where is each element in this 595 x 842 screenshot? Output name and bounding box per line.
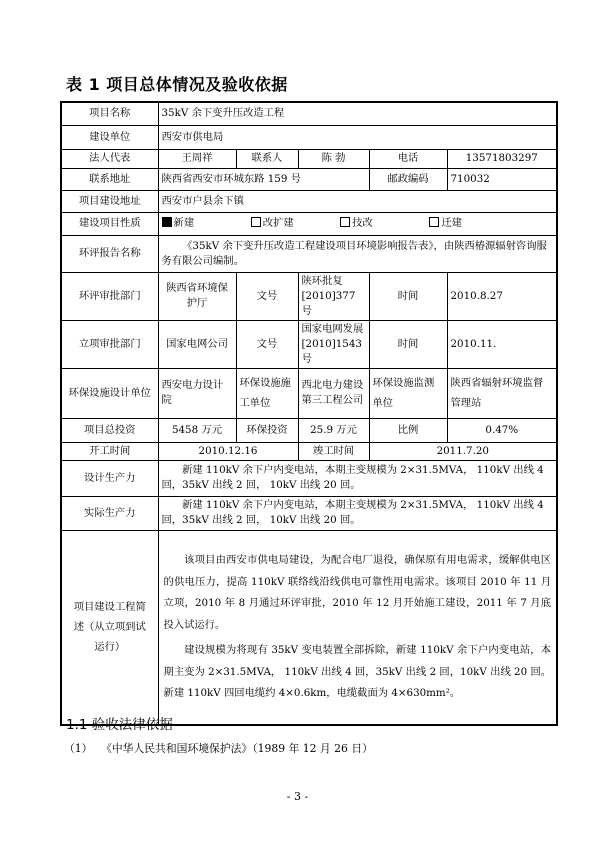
total-invest-label: 项目总投资 — [61, 418, 158, 442]
eia-time-value: 2010.8.27 — [447, 272, 557, 320]
legal-rep-value: 王周祥 — [158, 149, 236, 168]
nature-label: 建设项目性质 — [61, 212, 158, 235]
legal-rep-label: 法人代表 — [61, 149, 158, 168]
postcode-value: 710032 — [447, 168, 557, 190]
eia-report-value: 《35kV 余下变升压改造工程建设项目环境影响报告表》，由陕西椿源辐射咨询服务有限公司编制。 — [158, 235, 557, 272]
checkbox-icon — [429, 217, 439, 227]
phone-label: 电话 — [369, 149, 447, 168]
eia-dept-value: 陕西省环境保护厅 — [158, 272, 236, 320]
env-invest-value: 25.9 万元 — [298, 418, 369, 442]
construction-unit-label: 环保设施施工单位 — [236, 368, 298, 418]
eia-report-label: 环评报告名称 — [61, 235, 158, 272]
site-label: 项目建设地址 — [61, 190, 158, 212]
actual-capacity-value: 新建 110kV 余下户内变电站，本期主变规模为 2×31.5MVA， 110kV 出线 4 回，35kV 出线 2 回， 10kV 出线 20 回。 — [158, 496, 557, 530]
design-unit-value: 西安电力设计院 — [158, 368, 236, 418]
project-name-value: 35kV 余下变升压改造工程 — [158, 102, 557, 125]
approval-time-value: 2010.11. — [447, 320, 557, 368]
checkbox-icon — [251, 217, 261, 227]
address-value: 陕西省西安市环城东路 159 号 — [158, 168, 369, 190]
start-value: 2010.12.16 — [158, 442, 298, 460]
eia-doc-no-value: 陕环批复[2010]377 号 — [298, 272, 369, 320]
address-label: 联系地址 — [61, 168, 158, 190]
approval-doc-no-value: 国家电网发展[2010]1543 号 — [298, 320, 369, 368]
page-title: 表 1 项目总体情况及验收依据 — [66, 75, 288, 94]
builder-label: 建设单位 — [61, 125, 158, 149]
law-list-item — [64, 741, 387, 756]
brief-label: 项目建设工程简述（从立项到试运行） — [61, 530, 158, 725]
contact-label: 联系人 — [236, 149, 298, 168]
approval-time-label: 时间 — [369, 320, 447, 368]
construction-unit-value: 西北电力建设第三工程公司 — [298, 368, 369, 418]
complete-label: 竣工时间 — [298, 442, 369, 460]
approval-dept-value: 国家电网公司 — [158, 320, 236, 368]
brief-value — [158, 530, 557, 725]
eia-time-label: 时间 — [369, 272, 447, 320]
phone-value: 13571803297 — [447, 149, 557, 168]
checked-box-icon — [162, 217, 172, 227]
design-capacity-value: 新建 110kV 余下户内变电站，本期主变规模为 2×31.5MVA， 110kV 出线 4 回，35kV 出线 2 回， 10kV 出线 20 回。 — [158, 460, 557, 496]
design-capacity-label: 设计生产力 — [61, 460, 158, 496]
section-heading: 1.1 验收法律依据 — [66, 717, 173, 733]
monitor-unit-value: 陕西省辐射环境监督管理站 — [447, 368, 557, 418]
env-invest-label: 环保投资 — [236, 418, 298, 442]
nature-option-new: 新建 — [162, 216, 248, 231]
project-overview-table — [60, 101, 558, 726]
complete-value: 2011.7.20 — [369, 442, 557, 460]
eia-dept-label: 环评审批部门 — [61, 272, 158, 320]
approval-dept-label: 立项审批部门 — [61, 320, 158, 368]
design-unit-label: 环保设施设计单位 — [61, 368, 158, 418]
start-label: 开工时间 — [61, 442, 158, 460]
law-item-text: 《中华人民共和国环境保护法》（1989 年 12 月 26 日） — [106, 742, 373, 755]
contact-value: 陈 勃 — [298, 149, 369, 168]
ratio-label: 比例 — [369, 418, 447, 442]
actual-capacity-label: 实际生产力 — [61, 496, 158, 530]
checkbox-icon — [340, 217, 350, 227]
nature-options — [158, 212, 557, 235]
nature-option-upgrade: 技改 — [340, 216, 426, 231]
approval-doc-no-label: 文号 — [236, 320, 298, 368]
law-item-number: （1） — [64, 742, 93, 755]
nature-option-relocate: 迁建 — [429, 216, 515, 231]
brief-paragraph-1: 该项目由西安市供电局建设，为配合电厂退役，确保原有用电需求，缓解供电区的供电压力，提高 110kV 联络线沿线供电可靠性用电需求。该项目 2010 年 11 月立项，2010 年 8 月通过环评审批，2010 年 12 月开始施工建设，2011 年 7 月底投入试运行。 — [163, 554, 552, 631]
project-name-label: 项目名称 — [61, 102, 158, 125]
brief-paragraph-2: 建设规模为将现有 35kV 变电装置全部拆除，新建 110kV 余下户内变电站，本期主变为 2×31.5MVA， 110kV 出线 4 回，35kV 出线 2 回，10kV 出线 20 回。新建 110kV 四回电缆约 4×0.6km，电缆截面为 4×630mm²。 — [163, 644, 552, 699]
site-value: 西安市户县余下镇 — [158, 190, 557, 212]
builder-value: 西安市供电局 — [158, 125, 557, 149]
nature-option-expand: 改扩建 — [251, 216, 337, 231]
page-number: - 3 - — [286, 790, 309, 803]
monitor-unit-label: 环保设施监测单位 — [369, 368, 447, 418]
postcode-label: 邮政编码 — [369, 168, 447, 190]
ratio-value: 0.47% — [447, 418, 557, 442]
eia-doc-no-label: 文号 — [236, 272, 298, 320]
total-invest-value: 5458 万元 — [158, 418, 236, 442]
